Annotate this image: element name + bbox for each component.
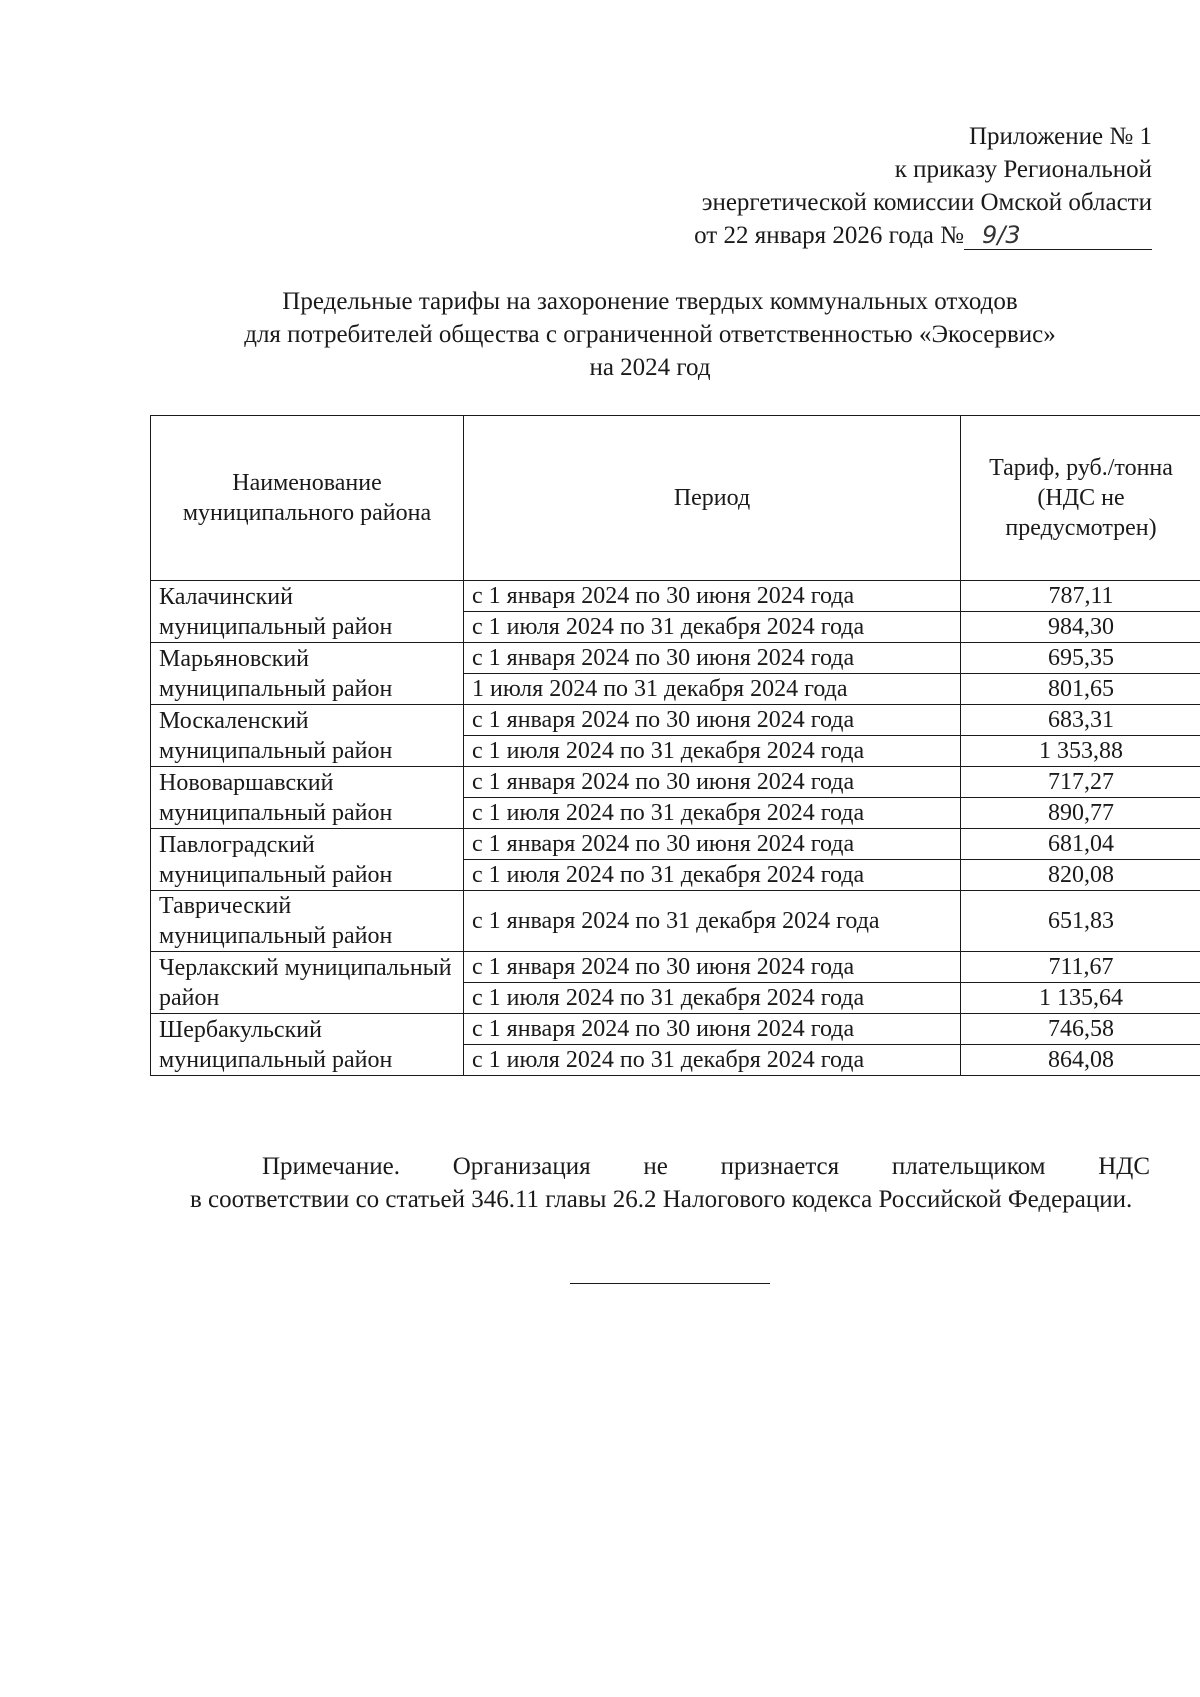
period-cell: с 1 января 2024 по 30 июня 2024 года (464, 1014, 961, 1045)
period-cell: с 1 января 2024 по 30 июня 2024 года (464, 767, 961, 798)
period-cell: с 1 января 2024 по 30 июня 2024 года (464, 705, 961, 736)
period-cell: с 1 января 2024 по 30 июня 2024 года (464, 829, 961, 860)
table-body (151, 581, 1200, 1076)
table-row (151, 952, 1200, 983)
tariff-value-cell: 820,08 (961, 860, 1200, 891)
period-cell: с 1 июля 2024 по 31 декабря 2024 года (464, 1045, 961, 1076)
tariff-value-cell: 890,77 (961, 798, 1200, 829)
note-first-line: Примечание. Организация не признается плательщиком НДС (262, 1153, 1150, 1180)
appendix-title: Приложение № 1 (968, 123, 1152, 150)
district-cell: Черлакский муниципальный район (151, 952, 464, 1014)
tariff-value-cell: 801,65 (961, 674, 1200, 705)
table-row (151, 891, 1200, 952)
title-line-2: для потребителей общества с ограниченной ответственностью «Экосервис» (244, 321, 1056, 348)
tariff-value-cell: 746,58 (961, 1014, 1200, 1045)
document-title (150, 285, 1150, 384)
period-cell: с 1 января 2024 по 30 июня 2024 года (464, 952, 961, 983)
tariff-value-cell: 787,11 (961, 581, 1200, 612)
title-line-1: Предельные тарифы на захоронение твердых коммунальных отходов (282, 288, 1018, 315)
tariff-value-cell: 1 135,64 (961, 983, 1200, 1014)
table-row (151, 1014, 1200, 1045)
tariff-value-cell: 984,30 (961, 612, 1200, 643)
district-cell: Шербакульский муниципальный район (151, 1014, 464, 1076)
tariff-value-cell: 1 353,88 (961, 736, 1200, 767)
note (190, 1150, 1150, 1216)
period-cell: с 1 июля 2024 по 31 декабря 2024 года (464, 736, 961, 767)
header-period: Период (464, 416, 961, 581)
appendix-date-line (694, 219, 1152, 252)
table-row (151, 581, 1200, 612)
table-row (151, 767, 1200, 798)
appendix-commission: энергетической комиссии Омской области (701, 189, 1152, 216)
period-cell: с 1 января 2024 по 30 июня 2024 года (464, 581, 961, 612)
header-district: Наименование муниципального района (151, 416, 464, 581)
tariff-value-cell: 717,27 (961, 767, 1200, 798)
title-line-3: на 2024 год (589, 354, 711, 381)
tariff-table (150, 415, 1200, 1076)
tariff-value-cell: 651,83 (961, 891, 1200, 952)
period-cell: с 1 января 2024 по 31 декабря 2024 года (464, 891, 961, 952)
order-number-handwritten: 9/3 (964, 221, 1152, 250)
period-cell: с 1 июля 2024 по 31 декабря 2024 года (464, 983, 961, 1014)
district-cell: Нововаршавский муниципальный район (151, 767, 464, 829)
district-cell: Таврический муниципальный район (151, 891, 464, 952)
closing-rule (570, 1283, 770, 1284)
table-row (151, 705, 1200, 736)
period-cell: с 1 июля 2024 по 31 декабря 2024 года (464, 612, 961, 643)
appendix-date: от 22 января 2026 года № (694, 222, 964, 249)
appendix-header (694, 120, 1152, 252)
tariff-value-cell: 695,35 (961, 643, 1200, 674)
tariff-value-cell: 711,67 (961, 952, 1200, 983)
tariff-value-cell: 864,08 (961, 1045, 1200, 1076)
period-cell: с 1 июля 2024 по 31 декабря 2024 года (464, 798, 961, 829)
table-row (151, 643, 1200, 674)
period-cell: 1 июля 2024 по 31 декабря 2024 года (464, 674, 961, 705)
note-rest: в соответствии со статьей 346.11 главы 26.2 Налогового кодекса Российской Федерации. (190, 1186, 1133, 1213)
appendix-order-ref: к приказу Региональной (894, 156, 1152, 183)
period-cell: с 1 января 2024 по 30 июня 2024 года (464, 643, 961, 674)
district-cell: Москаленский муниципальный район (151, 705, 464, 767)
table-row (151, 829, 1200, 860)
table-header-row (151, 416, 1200, 581)
tariff-value-cell: 683,31 (961, 705, 1200, 736)
district-cell: Павлоградский муниципальный район (151, 829, 464, 891)
period-cell: с 1 июля 2024 по 31 декабря 2024 года (464, 860, 961, 891)
district-cell: Марьяновский муниципальный район (151, 643, 464, 705)
district-cell: Калачинский муниципальный район (151, 581, 464, 643)
header-tariff: Тариф, руб./тонна (НДС не предусмотрен) (961, 416, 1200, 581)
tariff-value-cell: 681,04 (961, 829, 1200, 860)
